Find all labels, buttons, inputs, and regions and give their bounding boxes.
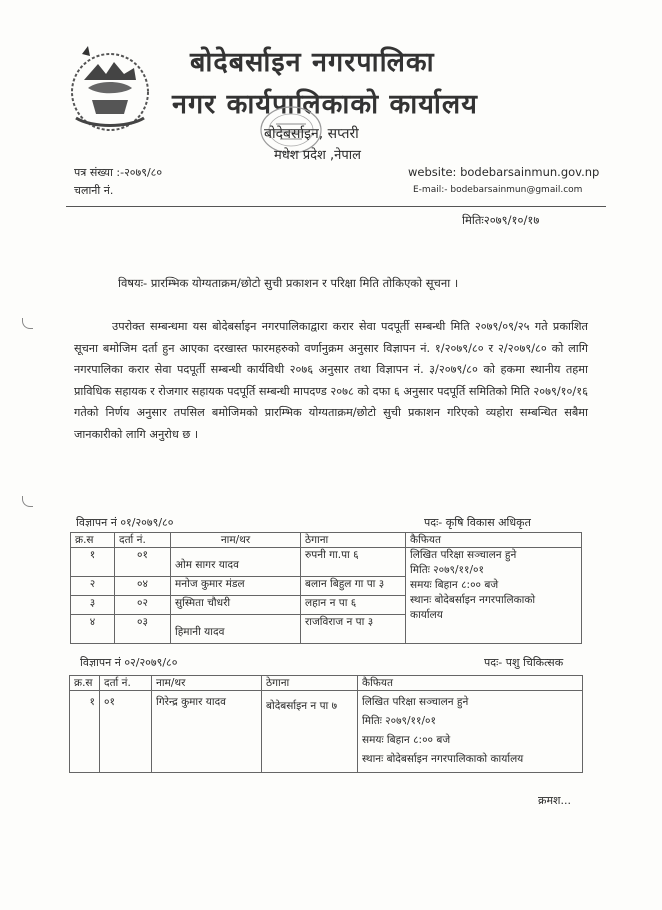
- cell-name: गिरेन्द्र कुमार यादव: [152, 691, 262, 773]
- vigyapan-number-2: विज्ञापन नं ०२/२०७९/८०: [80, 656, 178, 669]
- post-title-1: पदः- कृषि विकास अधिकृत: [424, 516, 531, 529]
- cell-sn: ३: [71, 596, 115, 615]
- remarks-line: लिखित परिक्षा सञ्चालन हुने: [362, 696, 469, 708]
- remarks-line: मितिः २०७९/११/०१: [362, 715, 436, 727]
- shortlist-table-2: [69, 675, 583, 773]
- nepal-emblem-logo: [62, 44, 158, 132]
- post-title-2: पदः- पशु चिकित्सक: [484, 656, 564, 669]
- cell-sn: १: [71, 548, 115, 577]
- letter-date: मितिः२०७९/१०/१७: [462, 213, 540, 227]
- cell-sn: ४: [71, 615, 115, 644]
- header-divider: [66, 206, 606, 207]
- cell-sn: १: [70, 691, 100, 773]
- cell-name: [171, 615, 301, 644]
- shortlist-table-1: [70, 532, 582, 644]
- body-text: उपरोक्त सम्बन्धमा यस बोदेबर्साइन नगरपालिकाद्वारा करार सेवा पदपूर्ती सम्बन्धी मिति २०७९/०९/२५ गते प्रकाशित सूचना बमोजिम दर्ता हुन आएका दरखास्त फारमहरुको वर्णानुक्रम अनुसार विज्ञापन नं. १/२०७९/८० र २/२०७९/८० को लागि नगरपालिका करार सेवा पदपूर्ती सम्बन्धी कार्यविधी २०७६ अनुसार तथा विज्ञापन नं. ३/२०७९/८० को हकमा स्थानीय तहमा प्राविधिक सहायक र रोजगार सहायक पदपूर्ति सम्बन्धी मापदण्ड २०७८ को दफा ६ अनुसार पदपूर्ति समितिको मिति २०७९/१०/१६ गतेको निर्णय अनुसार तपसिल बमोजिमको प्रारम्भिक योग्यताक्रम/छोटो सुची प्रकाशन गरिएको व्यहोरा सम्बन्धित सबैमा जानकारीको लागि अनुरोध छ ।: [74, 320, 588, 441]
- cell-darta: ०३: [115, 615, 171, 644]
- cell-address: लहान न पा ६: [301, 596, 406, 615]
- col-header-sn: क्र.स: [71, 533, 115, 548]
- remarks-line: कार्यालय: [410, 609, 443, 621]
- col-header-name: नाम/थर: [152, 676, 262, 691]
- cell-address: बोदेबर्साइन न पा ७: [262, 691, 358, 773]
- province-address: मधेश प्रदेश ,नेपाल: [274, 148, 361, 163]
- cell-address: बलान बिहुल गा पा ३: [301, 577, 406, 596]
- website-text: website: bodebarsainmun.gov.np: [408, 165, 600, 179]
- office-name: नगर कार्यपालिकाको कार्यालय: [172, 89, 478, 120]
- col-header-darta: दर्ता नं.: [115, 533, 171, 548]
- cell-name: मनोज कुमार मंडल: [171, 577, 301, 596]
- cell-darta: ०१: [100, 691, 152, 773]
- cell-name: [171, 548, 301, 577]
- col-header-name: नाम/थर: [171, 533, 301, 548]
- col-header-address: ठेगाना: [301, 533, 406, 548]
- table-row: [71, 548, 582, 577]
- table-row: [70, 691, 583, 773]
- office-address: बोदेबर्साइन, सप्तरी: [264, 126, 359, 142]
- cell-darta: ०१: [115, 548, 171, 577]
- cell-remarks: [358, 691, 583, 773]
- punch-mark: [22, 496, 33, 507]
- vigyapan-number-1: विज्ञापन नं ०१/२०७९/८०: [76, 516, 174, 529]
- continued-note: क्रमश...: [538, 794, 571, 807]
- remarks-line: समयः बिहान ८:०० बजे: [410, 579, 499, 591]
- remarks-line: स्थानः बोदेबर्साइन नगरपालिकाको: [410, 594, 536, 606]
- col-header-remarks: कैफियत: [358, 676, 583, 691]
- subject-line: विषयः- प्रारम्भिक योग्यताक्रम/छोटो सुची प्रकाशन र परिक्षा मिति तोकिएको सूचना ।: [118, 276, 459, 290]
- letter-number: पत्र संख्या :-२०७९/८०: [74, 166, 163, 179]
- body-paragraph: [74, 316, 588, 445]
- cell-name-text: ओम सागर यादव: [175, 559, 239, 571]
- table-header-row: [71, 533, 582, 548]
- col-header-remarks: कैफियत: [406, 533, 582, 548]
- cell-name-text: हिमानी यादव: [175, 626, 225, 638]
- remarks-line: समयः बिहान ८:०० बजे: [362, 734, 451, 746]
- col-header-darta: दर्ता नं.: [100, 676, 152, 691]
- cell-remarks: [406, 548, 582, 644]
- col-header-sn: क्र.स: [70, 676, 100, 691]
- remarks-line: मितिः २०७९/११/०१: [410, 564, 484, 576]
- municipality-name: बोदेबर्साइन नगरपालिका: [190, 47, 435, 78]
- cell-darta: ०४: [115, 577, 171, 596]
- cell-darta: ०२: [115, 596, 171, 615]
- dispatch-number: चलानी नं.: [74, 184, 114, 197]
- email-text: E-mail:- bodebarsainmun@gmail.com: [413, 185, 583, 195]
- col-header-address: ठेगाना: [262, 676, 358, 691]
- punch-mark: [22, 318, 33, 329]
- table-header-row: [70, 676, 583, 691]
- cell-address: रुपनी गा.पा ६: [301, 548, 406, 577]
- cell-name: सुस्मिता चौधरी: [171, 596, 301, 615]
- remarks-line: लिखित परिक्षा सञ्चालन हुने: [410, 549, 517, 561]
- remarks-line: स्थानः बोदेबर्साइन नगरपालिकाको कार्यालय: [362, 753, 524, 765]
- cell-sn: २: [71, 577, 115, 596]
- cell-address: राजविराज न पा ३: [301, 615, 406, 644]
